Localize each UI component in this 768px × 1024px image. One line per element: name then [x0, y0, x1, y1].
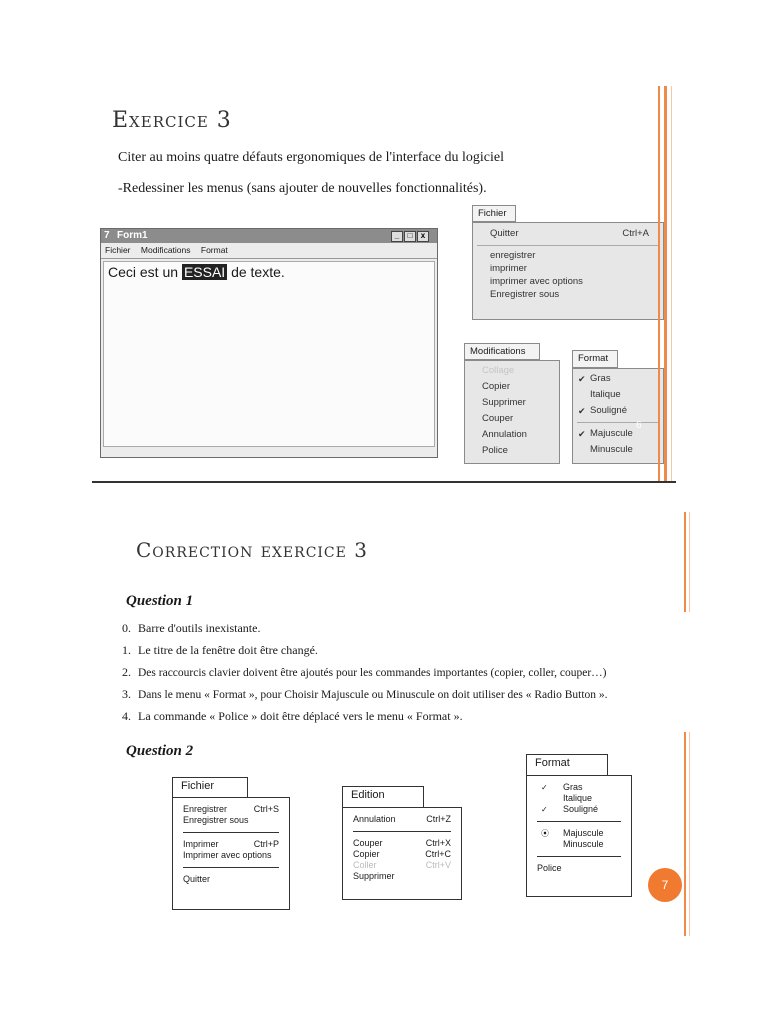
menu-item-italique[interactable]: Italique: [590, 389, 621, 400]
menu-item-enregistrer[interactable]: enregistrer: [490, 250, 536, 261]
menu-item-enregistrer-sous[interactable]: Enregistrer sous: [490, 289, 560, 300]
menu-item-copier[interactable]: Copier: [482, 381, 510, 392]
menu-item-minuscule[interactable]: Minuscule: [563, 839, 604, 849]
old-modifications-header[interactable]: Modifications: [464, 343, 540, 360]
new-edition-menu: [342, 807, 462, 900]
slide-2-title: Correction exercice 3: [136, 538, 368, 562]
minimize-icon[interactable]: _: [391, 231, 403, 242]
menu-format[interactable]: Format: [200, 245, 228, 255]
text-before: Ceci est un: [108, 264, 179, 280]
decor-line: [689, 732, 690, 936]
menu-item-imprimer-options[interactable]: imprimer avec options: [490, 276, 583, 287]
menu-item-couper[interactable]: Couper Ctrl+X: [353, 838, 451, 848]
old-format-menu: [572, 368, 664, 464]
menu-separator: [537, 821, 621, 822]
text-highlight: ESSAI: [183, 264, 226, 280]
menu-item-souligne[interactable]: ✓ Souligné: [541, 804, 599, 814]
menu-item-enregistrer-sous[interactable]: Enregistrer sous: [183, 815, 249, 825]
menu-separator: [577, 422, 659, 423]
new-fichier-menu: [172, 797, 290, 910]
decor-line: [671, 86, 672, 482]
menu-item-imprimer[interactable]: Imprimer Ctrl+P: [183, 839, 279, 849]
menu-item-majuscule[interactable]: ✔ Majuscule: [573, 426, 663, 442]
instruction-2: -Redessiner les menus (sans ajouter de nouvelles fonctionnalités).: [118, 181, 487, 196]
list-item: 0. Barre d'outils inexistante.: [122, 621, 261, 635]
slide-divider: [92, 481, 676, 483]
menu-item-imprimer[interactable]: imprimer: [490, 263, 527, 274]
slide-1-title: Exercice 3: [112, 108, 232, 133]
check-icon: ✔: [578, 374, 586, 384]
check-icon: ✔: [578, 429, 586, 439]
old-modifications-menu: [464, 360, 560, 464]
menu-fichier[interactable]: Fichier: [105, 245, 131, 255]
menu-item-annulation[interactable]: Annulation: [482, 429, 527, 440]
text-area[interactable]: [103, 261, 435, 447]
menu-item-collage: Collage: [482, 365, 515, 376]
slide-1-number: 6: [636, 420, 642, 431]
decor-line: [684, 732, 686, 936]
list-item: 1. Le titre de la fenêtre doit être changé.: [122, 643, 318, 657]
menu-item-italique[interactable]: Italique: [563, 793, 593, 803]
new-edition-tab[interactable]: Edition: [342, 786, 424, 808]
decor-line: [664, 86, 667, 482]
menu-item-coller: Coller Ctrl+V: [353, 860, 451, 870]
menu-item-police[interactable]: Police: [482, 445, 508, 456]
list-item: 2. Des raccourcis clavier doivent être ajoutés pour les commandes importantes (copier, coller, couper…): [122, 665, 607, 679]
text-after: de texte.: [231, 264, 285, 280]
menu-item-minuscule[interactable]: Minuscule: [590, 444, 633, 455]
instruction-1: Citer au moins quatre défauts ergonomiques de l'interface du logiciel: [118, 150, 504, 165]
decor-line: [689, 512, 690, 612]
radio-icon: ⦿: [541, 829, 549, 838]
menu-item-quitter[interactable]: Quitter: [183, 874, 211, 884]
window-titlebar: [101, 229, 437, 243]
old-fichier-header[interactable]: Fichier: [472, 205, 516, 222]
menu-item-annulation[interactable]: Annulation Ctrl+Z: [353, 814, 451, 824]
menu-item-enregistrer[interactable]: Enregistrer Ctrl+S: [183, 804, 279, 814]
check-icon: ✔: [578, 406, 586, 416]
menu-separator: [183, 832, 279, 833]
maximize-icon[interactable]: □: [404, 231, 416, 242]
answers-list: [122, 617, 608, 727]
form1-window: [100, 228, 438, 458]
menu-item-imprimer-options[interactable]: Imprimer avec options: [183, 850, 272, 860]
decor-line: [684, 512, 686, 612]
menu-item-gras[interactable]: ✔ Gras: [573, 371, 663, 387]
app-icon: 7: [104, 230, 110, 241]
new-format-tab[interactable]: Format: [526, 754, 608, 776]
new-format-menu: [526, 775, 632, 897]
close-icon[interactable]: x: [417, 231, 429, 242]
slide-2-number-badge: 7: [648, 868, 682, 902]
menu-separator: [353, 831, 451, 832]
menu-separator: [537, 856, 621, 857]
old-fichier-menu: [472, 222, 664, 320]
decor-line: [658, 86, 660, 482]
question-1-heading: Question 1: [126, 593, 194, 609]
check-icon: ✓: [541, 783, 548, 792]
window-menubar: [101, 243, 437, 259]
menu-item-copier[interactable]: Copier Ctrl+C: [353, 849, 451, 859]
list-item: 3. Dans le menu « Format », pour Choisir Majuscule ou Minuscule on doit utiliser des « Radio Button ».: [122, 687, 608, 701]
window-title: Form1: [117, 230, 148, 241]
new-fichier-tab[interactable]: Fichier: [172, 777, 248, 798]
menu-item-couper[interactable]: Couper: [482, 413, 514, 424]
menu-separator: [183, 867, 279, 868]
menu-item-quitter[interactable]: Quitter Ctrl+A: [490, 228, 649, 239]
menu-separator: [477, 245, 659, 246]
menu-item-gras[interactable]: ✓ Gras: [541, 782, 583, 792]
question-2-heading: Question 2: [126, 743, 194, 759]
menu-item-supprimer[interactable]: Supprimer: [353, 871, 395, 881]
menu-item-souligne[interactable]: ✔ Souligné: [573, 403, 663, 419]
menu-item-majuscule[interactable]: ⦿ Majuscule: [541, 828, 604, 838]
menu-item-police[interactable]: Police: [537, 863, 562, 873]
list-item: 4. La commande « Police » doit être déplacé vers le menu « Format ».: [122, 709, 463, 723]
check-icon: ✓: [541, 805, 548, 814]
old-format-header[interactable]: Format: [572, 350, 618, 368]
menu-modifications[interactable]: Modifications: [140, 245, 191, 255]
menu-item-supprimer[interactable]: Supprimer: [482, 397, 526, 408]
